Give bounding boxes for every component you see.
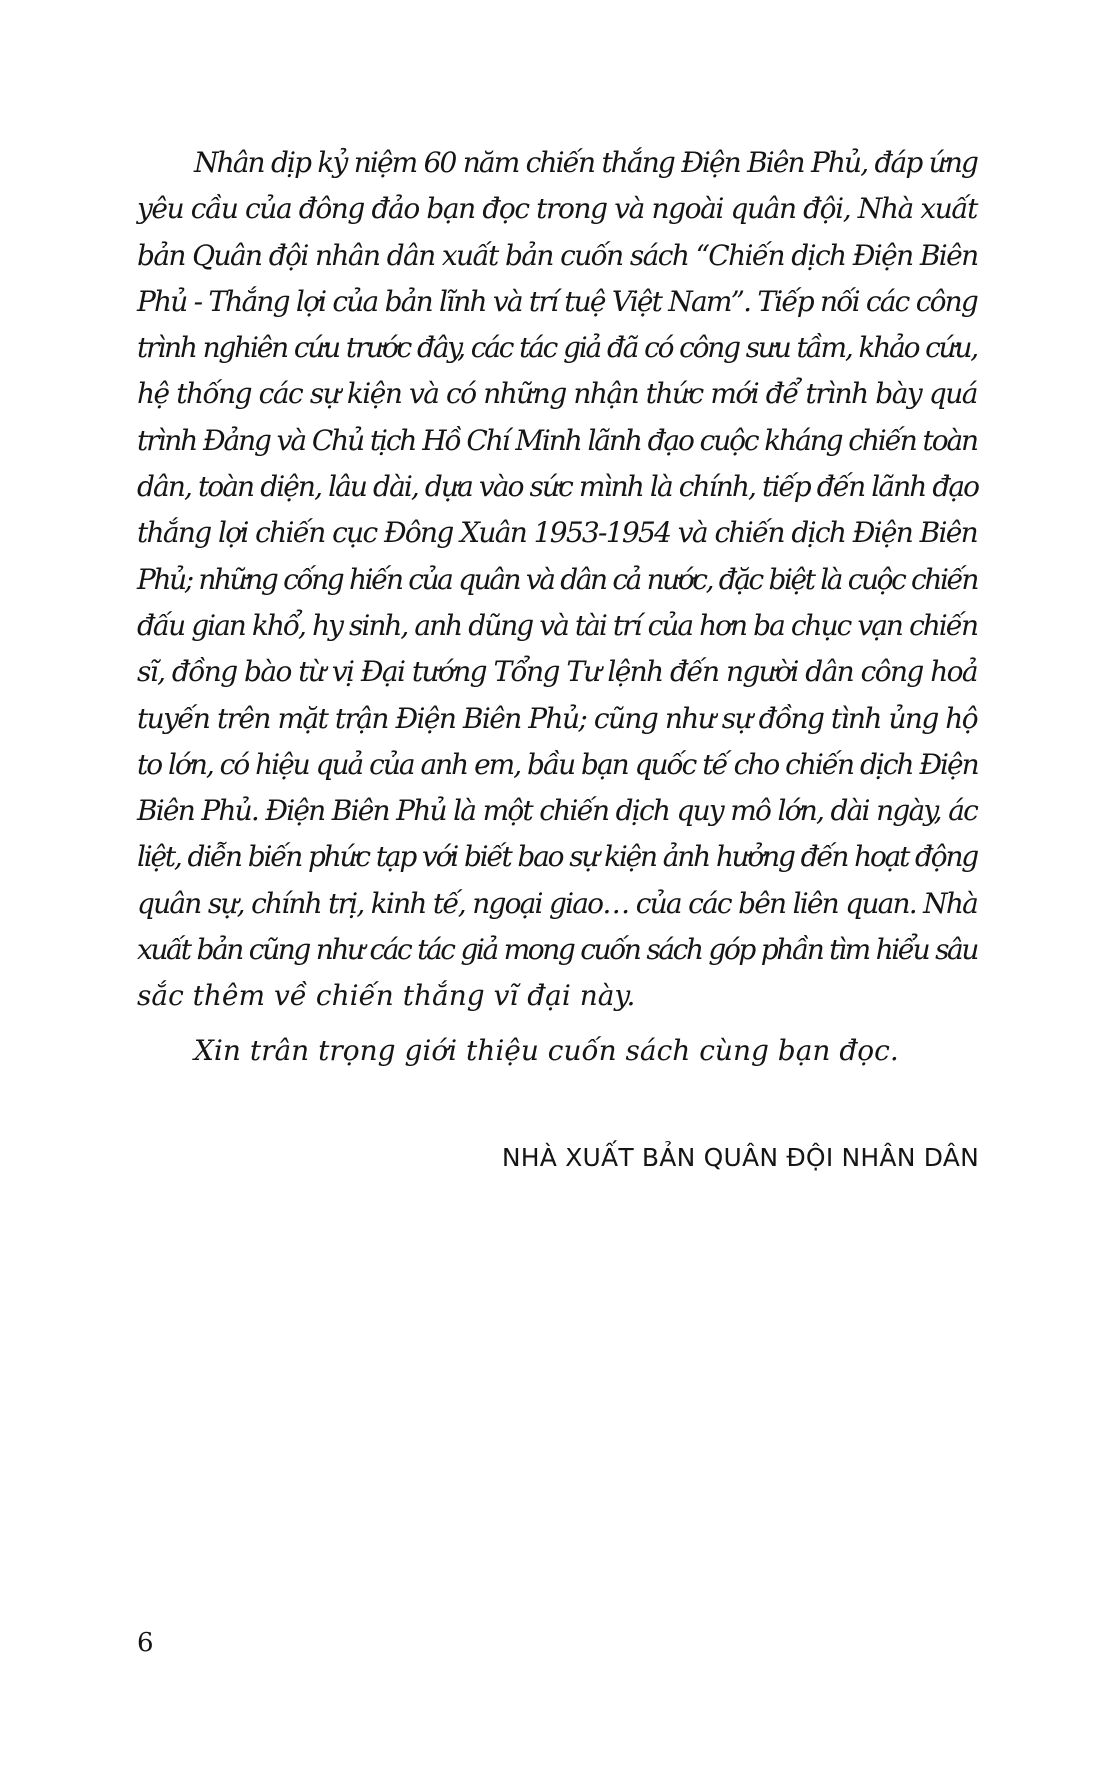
body-paragraph: [137, 140, 977, 1020]
paragraph-line: liệt, diễn biến phức tạp với biết bao sự kiện ảnh hưởng đến hoạt động: [137, 840, 977, 874]
paragraph-line: đấu gian khổ, hy sinh, anh dũng và tài trí của hơn ba chục vạn chiến: [137, 608, 977, 642]
page-number: 6: [137, 1628, 154, 1658]
paragraph-line: Biên Phủ. Điện Biên Phủ là một chiến dịch quy mô lớn, dài ngày, ác: [137, 794, 977, 828]
paragraph-line: dân, toàn diện, lâu dài, dựa vào sức mình là chính, tiếp đến lãnh đạo: [137, 470, 979, 504]
paragraph-line: trình Đảng và Chủ tịch Hồ Chí Minh lãnh đạo cuộc kháng chiến toàn: [137, 423, 977, 457]
paragraph-line: bản Quân đội nhân dân xuất bản cuốn sách “Chiến dịch Điện Biên: [137, 238, 978, 272]
paragraph-line: tuyến trên mặt trận Điện Biên Phủ; cũng như sự đồng tình ủng hộ: [137, 701, 977, 735]
paragraph-line: xuất bản cũng như các tác giả mong cuốn sách góp phần tìm hiểu sâu: [137, 933, 977, 967]
paragraph-line: hệ thống các sự kiện và có những nhận thức mới để trình bày quá: [137, 377, 977, 411]
paragraph-line: sĩ, đồng bào từ vị Đại tướng Tổng Tư lệnh đến người dân công hoả: [137, 655, 977, 689]
paragraph-line: quân sự, chính trị, kinh tế, ngoại giao… của các bên liên quan. Nhà: [137, 886, 977, 920]
paragraph-line: sắc thêm về chiến thắng vĩ đại này.: [137, 979, 636, 1013]
paragraph-line: trình nghiên cứu trước đây, các tác giả đã có công sưu tầm, khảo cứu,: [137, 331, 977, 365]
paragraph-line: Phủ; những cống hiến của quân và dân cả nước, đặc biệt là cuộc chiến: [137, 562, 977, 596]
publisher-signature: NHÀ XUẤT BẢN QUÂN ĐỘI NHÂN DÂN: [501, 1143, 979, 1172]
paragraph-line: yêu cầu của đông đảo bạn đọc trong và ngoài quân đội, Nhà xuất: [137, 192, 977, 226]
paragraph-line: to lớn, có hiệu quả của anh em, bầu bạn quốc tế cho chiến dịch Điện: [137, 747, 978, 781]
paragraph-line: Phủ - Thắng lợi của bản lĩnh và trí tuệ Việt Nam”. Tiếp nối các công: [137, 284, 977, 318]
paragraph-line: Nhân dịp kỷ niệm 60 năm chiến thắng Điện Biên Phủ, đáp ứng: [194, 146, 977, 179]
paragraph-line: thắng lợi chiến cục Đông Xuân 1953-1954 và chiến dịch Điện Biên: [137, 516, 977, 550]
closing-sentence: Xin trân trọng giới thiệu cuốn sách cùng bạn đọc.: [194, 1034, 899, 1067]
